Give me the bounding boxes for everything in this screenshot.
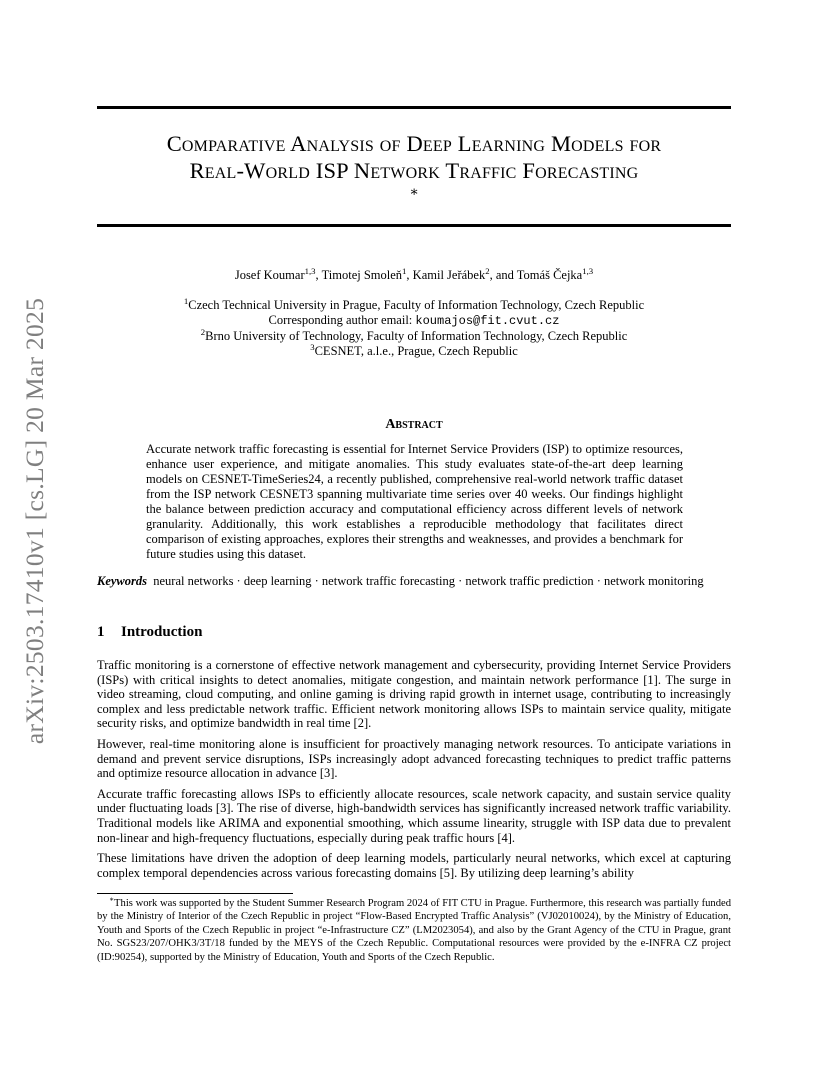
affiliation-mark: 3 — [310, 341, 315, 352]
section-number: 1 — [97, 624, 105, 640]
keywords-label: Keywords — [97, 574, 147, 588]
author-name: Josef Koumar — [234, 268, 305, 282]
footnote-rule — [97, 893, 293, 894]
footnote-text: This work was supported by the Student Summer Research Program 2024 of FIT CTU in Prague. Furthermore, this research was partially funded by the Ministry of Interior of the Czech Republic in project “Flow-Based Encrypted Traffic Analysis” (VJ02010024), by the Ministry of Education, Youth and Sports of the Czech Republic in project “e-Infrastructure CZ” (LM2023054), and also by the Grant Agency of the CTU in Prague, grant No. SGS23/207/OHK3/3T/18 funded by the MEYS of the Czech Republic. Computational resources were provided by the e-INFRA CZ project (ID:90254), supported by the Ministry of Education, Youth and Sports of the Czech Republic. — [97, 898, 731, 963]
paragraph: Accurate traffic forecasting allows ISPs to efficiently allocate resources, scale network capacity, and sustain service quality under fluctuating loads [3]. The rise of diverse, high-bandwidth services has significantly increased network traffic variability. Traditional models like ARIMA and exponential smoothing, which assume linearity, struggle with ISP data due to prevalent non-linear and high-frequency fluctuations, especially during peak traffic hours [4]. — [97, 786, 731, 845]
paper-title-line-2: Real-World ISP Network Traffic Forecasting — [189, 158, 639, 183]
author-affiliation-mark: 2 — [485, 265, 490, 276]
affiliation-1 — [97, 295, 731, 313]
author-name: Timotej Smoleň — [321, 268, 403, 282]
author-name: Kamil Jeřábek — [412, 268, 486, 282]
paragraph: These limitations have driven the adoption of deep learning models, particularly neural networks, which excel at capturing complex temporal dependencies across various forecasting domains [5]. By utilizing deep learning’s ability — [97, 851, 731, 880]
author-separator: , — [315, 268, 322, 282]
affiliation-mark: 1 — [183, 295, 189, 306]
author-affiliation-mark: 1 — [402, 265, 407, 276]
footnote — [97, 894, 731, 964]
affiliations — [97, 295, 731, 359]
section-heading — [97, 624, 731, 641]
affiliation-text: CESNET, a.l.e., Prague, Czech Republic — [314, 344, 518, 358]
paper-title-line-1: Comparative Analysis of Deep Learning Models for — [166, 131, 662, 156]
corresponding-author — [97, 313, 731, 329]
corresponding-label: Corresponding author email: — [268, 313, 416, 327]
title-rule-top — [97, 106, 731, 109]
introduction-body — [97, 658, 731, 886]
section-title: Introduction — [121, 624, 203, 640]
author-affiliation-mark: 1,3 — [582, 265, 594, 276]
affiliation-mark: 2 — [200, 326, 206, 337]
paragraph: However, real-time monitoring alone is insufficient for proactively managing network resources. To anticipate variations in demand and prevent service disruptions, ISPs increasingly adopt advanced forecasting techniques to predict traffic patterns and optimize resource allocation in advance [3]. — [97, 736, 731, 781]
corresponding-email: koumajos@fit.cvut.cz — [415, 314, 560, 328]
footnote-mark: ∗ — [109, 894, 115, 904]
paper-title — [97, 130, 731, 184]
arxiv-identifier-text: arXiv:2503.17410v1 [cs.LG] 20 Mar 2025 — [20, 297, 49, 744]
abstract-heading: Abstract — [385, 417, 443, 432]
abstract-text: Accurate network traffic forecasting is essential for Internet Service Providers (ISP) to optimize resources, enhance user experience, and mitigate anomalies. This study evaluates state-of-the-art deep learning models on CESNET-TimeSeries24, a recently published, comprehensive real-world network traffic dataset from the ISP network CESNET3 spanning multivariate time series over 40 weeks. Our findings highlight the balance between prediction accuracy and computational efficiency across different levels of network granularity. Additionally, this work establishes a reproducible methodology that facilitates direct comparison of existing approaches, explores their strengths and weaknesses, and provides a benchmark for future studies using this dataset. — [146, 442, 683, 561]
affiliation-2 — [97, 326, 731, 344]
paragraph: Traffic monitoring is a cornerstone of effective network management and cybersecurity, providing Internet Service Providers (ISPs) with critical insights to detect anomalies, mitigate congestion, and maintain network performance [1]. The surge in video streaming, cloud computing, and online gaming is driving rapid growth in internet usage, contributing to increasingly complex and less predictable network traffic. Efficient network monitoring allows ISPs to maintain service quality, mitigate security risks, and optimize bandwidth in real time [2]. — [97, 658, 731, 731]
affiliation-text: Czech Technical University in Prague, Faculty of Information Technology, Czech Republic — [188, 298, 645, 312]
author-separator: , — [406, 268, 413, 282]
title-rule-bottom — [97, 224, 731, 227]
author-list — [97, 265, 731, 283]
author-name: Tomáš Čejka — [516, 268, 583, 282]
keywords — [97, 574, 731, 589]
affiliation-text: Brno University of Technology, Faculty of Information Technology, Czech Republic — [205, 329, 628, 343]
arxiv-identifier — [4, 283, 66, 758]
keywords-text: neural networks · deep learning · network traffic forecasting · network traffic prediction · network monitoring — [153, 574, 704, 588]
author-affiliation-mark: 1,3 — [304, 265, 316, 276]
author-separator: , and — [489, 268, 517, 282]
title-footnote-mark: ∗ — [409, 185, 419, 200]
affiliation-3 — [97, 341, 731, 359]
